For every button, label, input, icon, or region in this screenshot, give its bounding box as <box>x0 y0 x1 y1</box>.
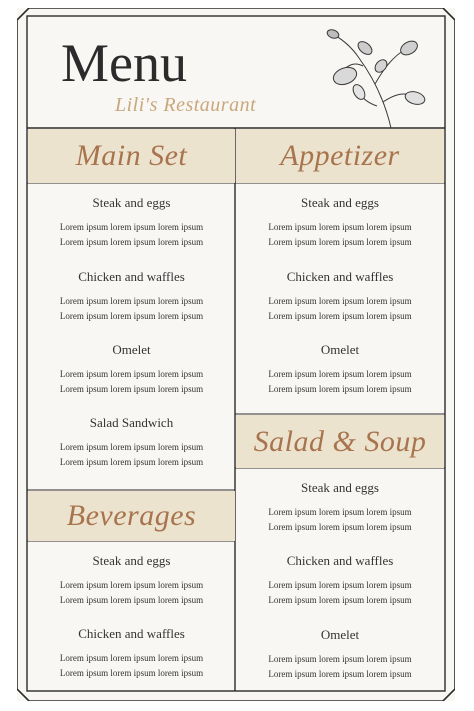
section-title-salad-soup: Salad & Soup <box>253 424 427 458</box>
item-name: Salad Sandwich <box>89 415 174 430</box>
item-desc: Lorem ipsum lorem ipsum lorem ipsum <box>59 595 204 605</box>
item-desc: Lorem ipsum lorem ipsum lorem ipsum <box>59 457 204 467</box>
item-desc: Lorem ipsum lorem ipsum lorem ipsum <box>59 668 204 678</box>
menu-item <box>236 342 444 397</box>
item-desc: Lorem ipsum lorem ipsum lorem ipsum <box>268 296 412 306</box>
section-title-appetizer: Appetizer <box>280 139 400 172</box>
section-title-beverages: Beverages <box>66 499 197 532</box>
item-name: Steak and eggs <box>92 553 171 568</box>
item-desc: Lorem ipsum lorem ipsum lorem ipsum <box>59 384 204 394</box>
menu-sheet <box>17 8 455 701</box>
menu-item <box>28 553 235 608</box>
item-name: Chicken and waffles <box>78 269 185 284</box>
item-desc: Lorem ipsum lorem ipsum lorem ipsum <box>268 507 412 517</box>
menu-item <box>236 480 444 535</box>
item-desc: Lorem ipsum lorem ipsum lorem ipsum <box>268 580 412 590</box>
item-desc: Lorem ipsum lorem ipsum lorem ipsum <box>268 384 412 394</box>
item-name: Chicken and waffles <box>78 626 185 641</box>
item-desc: Lorem ipsum lorem ipsum lorem ipsum <box>268 595 412 605</box>
menu-item <box>236 269 444 324</box>
item-desc: Lorem ipsum lorem ipsum lorem ipsum <box>59 369 204 379</box>
item-desc: Lorem ipsum lorem ipsum lorem ipsum <box>59 442 204 452</box>
item-desc: Lorem ipsum lorem ipsum lorem ipsum <box>268 669 412 679</box>
section-header-salad-soup <box>236 415 444 468</box>
item-desc: Lorem ipsum lorem ipsum lorem ipsum <box>268 237 412 247</box>
item-desc: Lorem ipsum lorem ipsum lorem ipsum <box>59 222 204 232</box>
item-name: Omelet <box>112 342 151 357</box>
section-header-beverages <box>28 491 235 541</box>
section-title-main-set: Main Set <box>75 139 188 172</box>
menu-item <box>28 342 235 397</box>
item-name: Chicken and waffles <box>286 553 394 568</box>
item-name: Omelet <box>320 342 360 357</box>
item-desc: Lorem ipsum lorem ipsum lorem ipsum <box>59 311 204 321</box>
menu-item <box>28 626 235 681</box>
menu-item <box>236 627 444 682</box>
item-desc: Lorem ipsum lorem ipsum lorem ipsum <box>268 654 412 664</box>
section-header-main-set <box>28 129 235 183</box>
restaurant-name: Lili's Restaurant <box>115 94 257 116</box>
menu-item <box>28 269 235 324</box>
section-header-appetizer <box>236 129 444 183</box>
item-desc: Lorem ipsum lorem ipsum lorem ipsum <box>268 522 412 532</box>
item-name: Omelet <box>320 627 360 642</box>
item-name: Steak and eggs <box>301 195 379 210</box>
item-desc: Lorem ipsum lorem ipsum lorem ipsum <box>268 369 412 379</box>
menu-item <box>28 195 235 250</box>
item-desc: Lorem ipsum lorem ipsum lorem ipsum <box>268 222 412 232</box>
item-name: Steak and eggs <box>92 195 171 210</box>
item-desc: Lorem ipsum lorem ipsum lorem ipsum <box>59 653 204 663</box>
item-desc: Lorem ipsum lorem ipsum lorem ipsum <box>59 580 204 590</box>
menu-item <box>236 553 444 608</box>
menu-title: Menu <box>61 33 187 93</box>
item-desc: Lorem ipsum lorem ipsum lorem ipsum <box>59 237 204 247</box>
menu-item <box>236 195 444 250</box>
item-desc: Lorem ipsum lorem ipsum lorem ipsum <box>268 311 412 321</box>
menu-item <box>28 415 235 470</box>
item-name: Chicken and waffles <box>286 269 394 284</box>
botanical-sprig-icon <box>319 22 429 132</box>
item-name: Steak and eggs <box>301 480 379 495</box>
item-desc: Lorem ipsum lorem ipsum lorem ipsum <box>59 296 204 306</box>
